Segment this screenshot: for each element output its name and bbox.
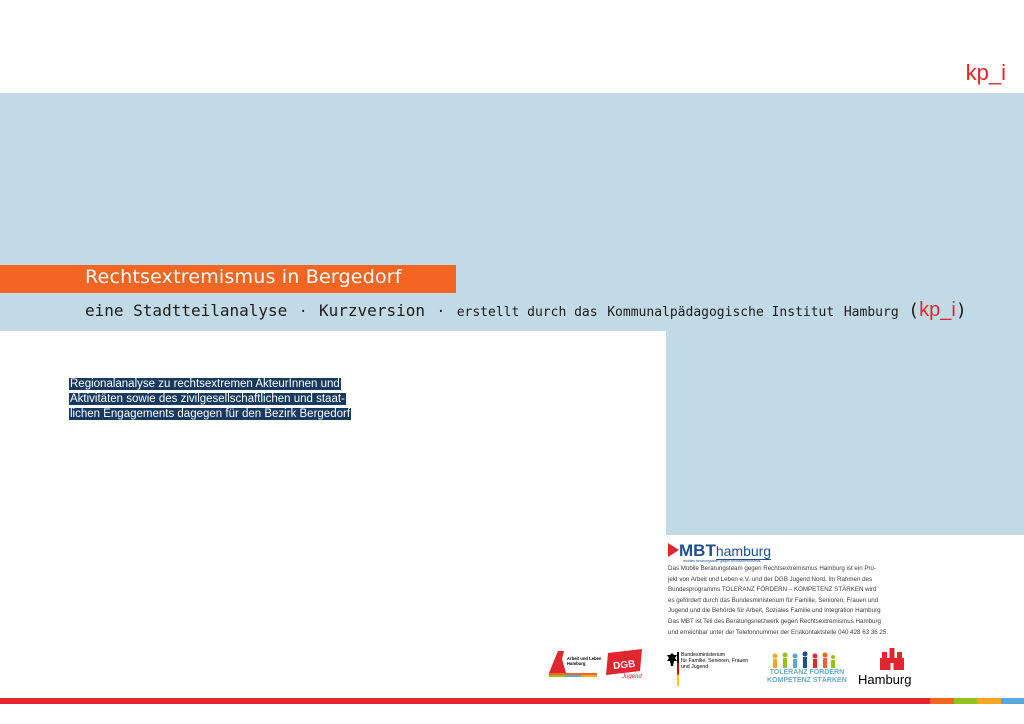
mbt-logo-tagline: mobiles beratungsteam gegen rechtsextremismus	[683, 559, 761, 563]
bottom-bar-red	[0, 698, 930, 704]
blue-band-right	[666, 331, 1024, 535]
document-subtitle	[85, 299, 967, 322]
subtitle-part5: Hamburg	[843, 305, 899, 320]
abstract-line: lichen Engagements dagegen für den Bezirk Bergedorf	[70, 408, 351, 420]
bottom-bar-segment	[954, 698, 978, 704]
abstract-line: Regionalanalyse zu rechtsextremen AkteurInnen und	[70, 378, 340, 390]
dgb-jugend-logo	[604, 649, 644, 679]
subtitle-close-paren: )	[955, 300, 967, 321]
mbt-logo-city: hamburg	[715, 543, 772, 559]
bottom-bar-segment	[930, 698, 954, 704]
subtitle-separator: ·	[298, 304, 308, 320]
mbt-description	[668, 564, 881, 617]
mbt-triangle-icon	[668, 543, 679, 557]
bottom-bar-segment	[977, 698, 1001, 704]
hamburg-castle-icon	[878, 646, 906, 670]
arbeit-und-leben-label: Arbeit und Leben Hamburg	[567, 656, 602, 666]
subtitle-part2: Kurzversion	[319, 301, 425, 320]
subtitle-kpi-brand: kp_i	[919, 299, 956, 321]
mbt-contact-line: Das MBT ist Teil des Beratungsnetzwerk gegen Rechtsextremismus Hamburg	[668, 618, 881, 625]
mbt-description-line: es gefördert durch das Bundesministerium für Familie, Senioren, Frauen und	[668, 596, 879, 604]
subtitle-part4: Kommunalpädagogische Institut	[607, 305, 835, 320]
toleranz-figures-icon	[770, 651, 836, 669]
dgb-sub-label: Jugend	[622, 674, 642, 679]
abstract-box	[69, 377, 359, 422]
subtitle-part1: eine Stadtteilanalyse	[85, 301, 288, 320]
dgb-label: DGB	[612, 658, 636, 673]
abstract-line: Aktivitäten sowie des zivilgesellschaftlichen und staat-	[70, 393, 345, 405]
bottom-color-bar	[0, 698, 1024, 704]
subtitle-separator: ·	[436, 304, 446, 320]
hamburg-logo-label: Hamburg	[858, 672, 912, 687]
mbt-logo-name: MBT	[679, 541, 716, 560]
mbt-description-line: Bundesprogramms TOLERANZ FÖRDERN – KOMPETENZ STÄRKEN wird	[668, 586, 877, 593]
bmfsfj-logo: Bundesministerium für Familie, Senioren, Frauen und Jugend	[681, 652, 749, 670]
kpi-brand-mark: kp_i	[965, 60, 1006, 85]
mbt-contact-line: und erreichbar unter der Telefonnummer der Erstkontaktstelle 040 428 63 36 25.	[668, 628, 889, 636]
german-flag-bar	[677, 652, 679, 686]
mbt-description-line: jekt von Arbeit und Leben e.V. und der DGB Jugend Nord. Im Rahmen des	[668, 575, 873, 583]
mbt-contact	[668, 617, 888, 638]
subtitle-open-paren: (	[908, 300, 920, 321]
subtitle-part3: erstellt durch das	[456, 305, 598, 320]
blue-band-top	[0, 93, 1024, 331]
mbt-description-line: Jugend und die Behörde für Arbeit, Soziales Familie und Integration Hamburg	[668, 607, 881, 614]
toleranz-logo-label: TOLERANZ FÖRDERN KOMPETENZ STÄRKEN	[767, 669, 847, 684]
document-title: Rechtsextremismus in Bergedorf	[85, 266, 402, 288]
mbt-logo	[668, 540, 771, 560]
mbt-description-line: Das Mobile Beratungsteam gegen Rechtsextremismus Hamburg ist ein Pro-	[668, 565, 877, 572]
bottom-bar-segment	[1001, 698, 1024, 704]
